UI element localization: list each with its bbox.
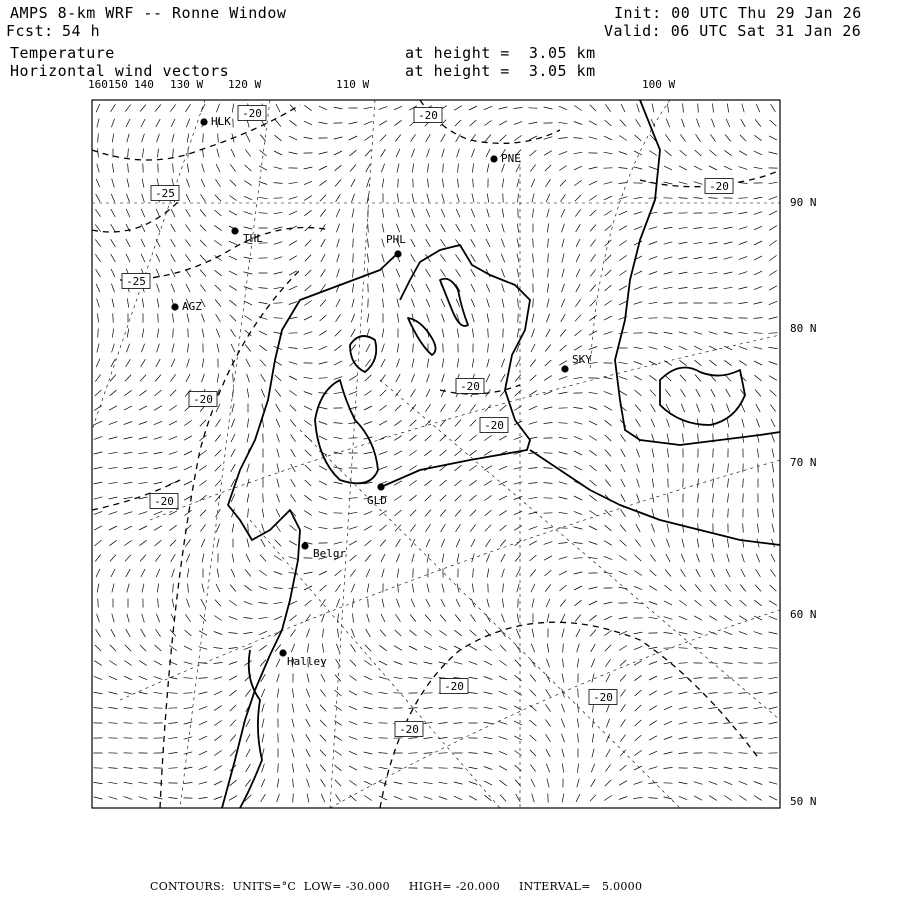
station-gld bbox=[367, 483, 387, 507]
station-label: THL bbox=[243, 232, 263, 245]
contour-label bbox=[395, 722, 423, 737]
contour-label bbox=[705, 179, 733, 194]
lon-label-120: 120 W bbox=[228, 78, 262, 91]
peninsula-islands bbox=[660, 368, 745, 426]
svg-text:-20: -20 bbox=[444, 680, 464, 693]
svg-text:-20: -20 bbox=[484, 419, 504, 432]
temperature-contours bbox=[92, 100, 780, 808]
station-dot bbox=[301, 542, 308, 549]
contour-label bbox=[122, 274, 150, 289]
station-label: Belgr bbox=[313, 547, 347, 560]
contour-info-footer: CONTOURS: UNITS=°C LOW= -30.000 HIGH= -20.000 INTERVAL= 5.0000 bbox=[150, 880, 643, 893]
station-pne bbox=[490, 152, 520, 165]
meridian-120 bbox=[330, 100, 375, 808]
parallel-60 bbox=[330, 610, 780, 808]
contour-label bbox=[189, 392, 217, 407]
svg-text:-20: -20 bbox=[399, 723, 419, 736]
station-markers bbox=[171, 115, 592, 668]
station-dot bbox=[171, 303, 178, 310]
map-title: AMPS 8-km WRF -- Ronne Window bbox=[10, 4, 287, 22]
contour-label bbox=[589, 690, 617, 705]
contour-label bbox=[440, 679, 468, 694]
contour-label-boxes bbox=[122, 106, 733, 737]
coastline bbox=[222, 100, 780, 808]
svg-text:-20: -20 bbox=[418, 109, 438, 122]
station-dot bbox=[490, 155, 497, 162]
station-dot bbox=[394, 250, 401, 257]
field-wind-vectors: Horizontal wind vectors bbox=[10, 62, 230, 80]
svg-text:-20: -20 bbox=[460, 380, 480, 393]
svg-text:-20: -20 bbox=[709, 180, 729, 193]
inlet-outline bbox=[440, 279, 468, 326]
wind-vector-field bbox=[94, 104, 778, 803]
station-thl bbox=[231, 227, 263, 245]
station-label: PNE bbox=[501, 152, 521, 165]
contour-minus25-a bbox=[92, 200, 180, 232]
station-label: AGZ bbox=[182, 300, 202, 313]
contour-label bbox=[150, 494, 178, 509]
lon-label-100: 100 W bbox=[642, 78, 676, 91]
korff-ice-rise bbox=[408, 318, 436, 355]
lat-label-50: 50 N bbox=[790, 795, 817, 808]
ice-shelf-front-east bbox=[381, 245, 530, 487]
svg-text:-20: -20 bbox=[593, 691, 613, 704]
station-dot bbox=[279, 649, 286, 656]
svg-text:-20: -20 bbox=[193, 393, 213, 406]
field-temperature: Temperature bbox=[10, 44, 115, 62]
station-label: HLK bbox=[211, 115, 231, 128]
station-label: GLD bbox=[367, 494, 387, 507]
forecast-label: Fcst: bbox=[6, 22, 54, 40]
meridian-100 bbox=[590, 100, 670, 370]
parallel-80 bbox=[150, 335, 780, 520]
contour-label bbox=[238, 106, 266, 121]
lat-label-60: 60 N bbox=[790, 608, 817, 621]
lon-label-110: 110 W bbox=[336, 78, 370, 91]
station-dot bbox=[377, 483, 384, 490]
station-dot bbox=[231, 227, 238, 234]
contour-label bbox=[480, 418, 508, 433]
grid-diagonal-2 bbox=[300, 430, 680, 808]
station-dot bbox=[200, 118, 207, 125]
station-label: Halley bbox=[287, 655, 327, 668]
parallel-70 bbox=[120, 460, 780, 700]
station-sky bbox=[561, 353, 592, 373]
contour-label bbox=[414, 108, 442, 123]
lat-label-90: 90 N bbox=[790, 196, 817, 209]
svg-text:-25: -25 bbox=[126, 275, 146, 288]
forecast-hours: 54 h bbox=[62, 22, 101, 40]
height-temperature: at height = 3.05 km bbox=[405, 44, 596, 62]
lon-label-140: 140 bbox=[134, 78, 154, 91]
station-belgr bbox=[301, 542, 346, 560]
svg-text:-20: -20 bbox=[242, 107, 262, 120]
contour-label bbox=[456, 379, 484, 394]
svg-text:-20: -20 bbox=[154, 495, 174, 508]
station-phl bbox=[386, 233, 406, 258]
east-coast-segment bbox=[530, 450, 780, 545]
lat-label-80: 80 N bbox=[790, 322, 817, 335]
contour-minus20-west bbox=[160, 270, 300, 808]
lon-label-160: 160 bbox=[88, 78, 108, 91]
station-label: PHL bbox=[386, 233, 406, 246]
init-time: Init: 00 UTC Thu 29 Jan 26 bbox=[614, 4, 862, 22]
station-label: SKY bbox=[572, 353, 592, 366]
grid-diagonal-3 bbox=[380, 380, 780, 720]
station-halley bbox=[279, 649, 327, 668]
meridian-130 bbox=[180, 100, 270, 808]
height-wind: at height = 3.05 km bbox=[405, 62, 596, 80]
lon-label-150: 150 bbox=[108, 78, 128, 91]
henry-ice-rise bbox=[350, 336, 376, 372]
lat-label-70: 70 N bbox=[790, 456, 817, 469]
contour-minus20-south bbox=[380, 622, 760, 808]
map-frame bbox=[92, 100, 780, 808]
station-dot bbox=[561, 365, 568, 372]
station-agz bbox=[171, 300, 202, 313]
contour-minus20-north bbox=[92, 105, 300, 160]
lon-label-130: 130 W bbox=[170, 78, 204, 91]
valid-time: Valid: 06 UTC Sat 31 Jan 26 bbox=[604, 22, 862, 40]
contour-label bbox=[151, 186, 179, 201]
station-hlk bbox=[200, 115, 231, 128]
svg-text:-25: -25 bbox=[155, 187, 175, 200]
wind-vectors bbox=[94, 104, 778, 803]
lat-lon-grid bbox=[92, 100, 780, 808]
